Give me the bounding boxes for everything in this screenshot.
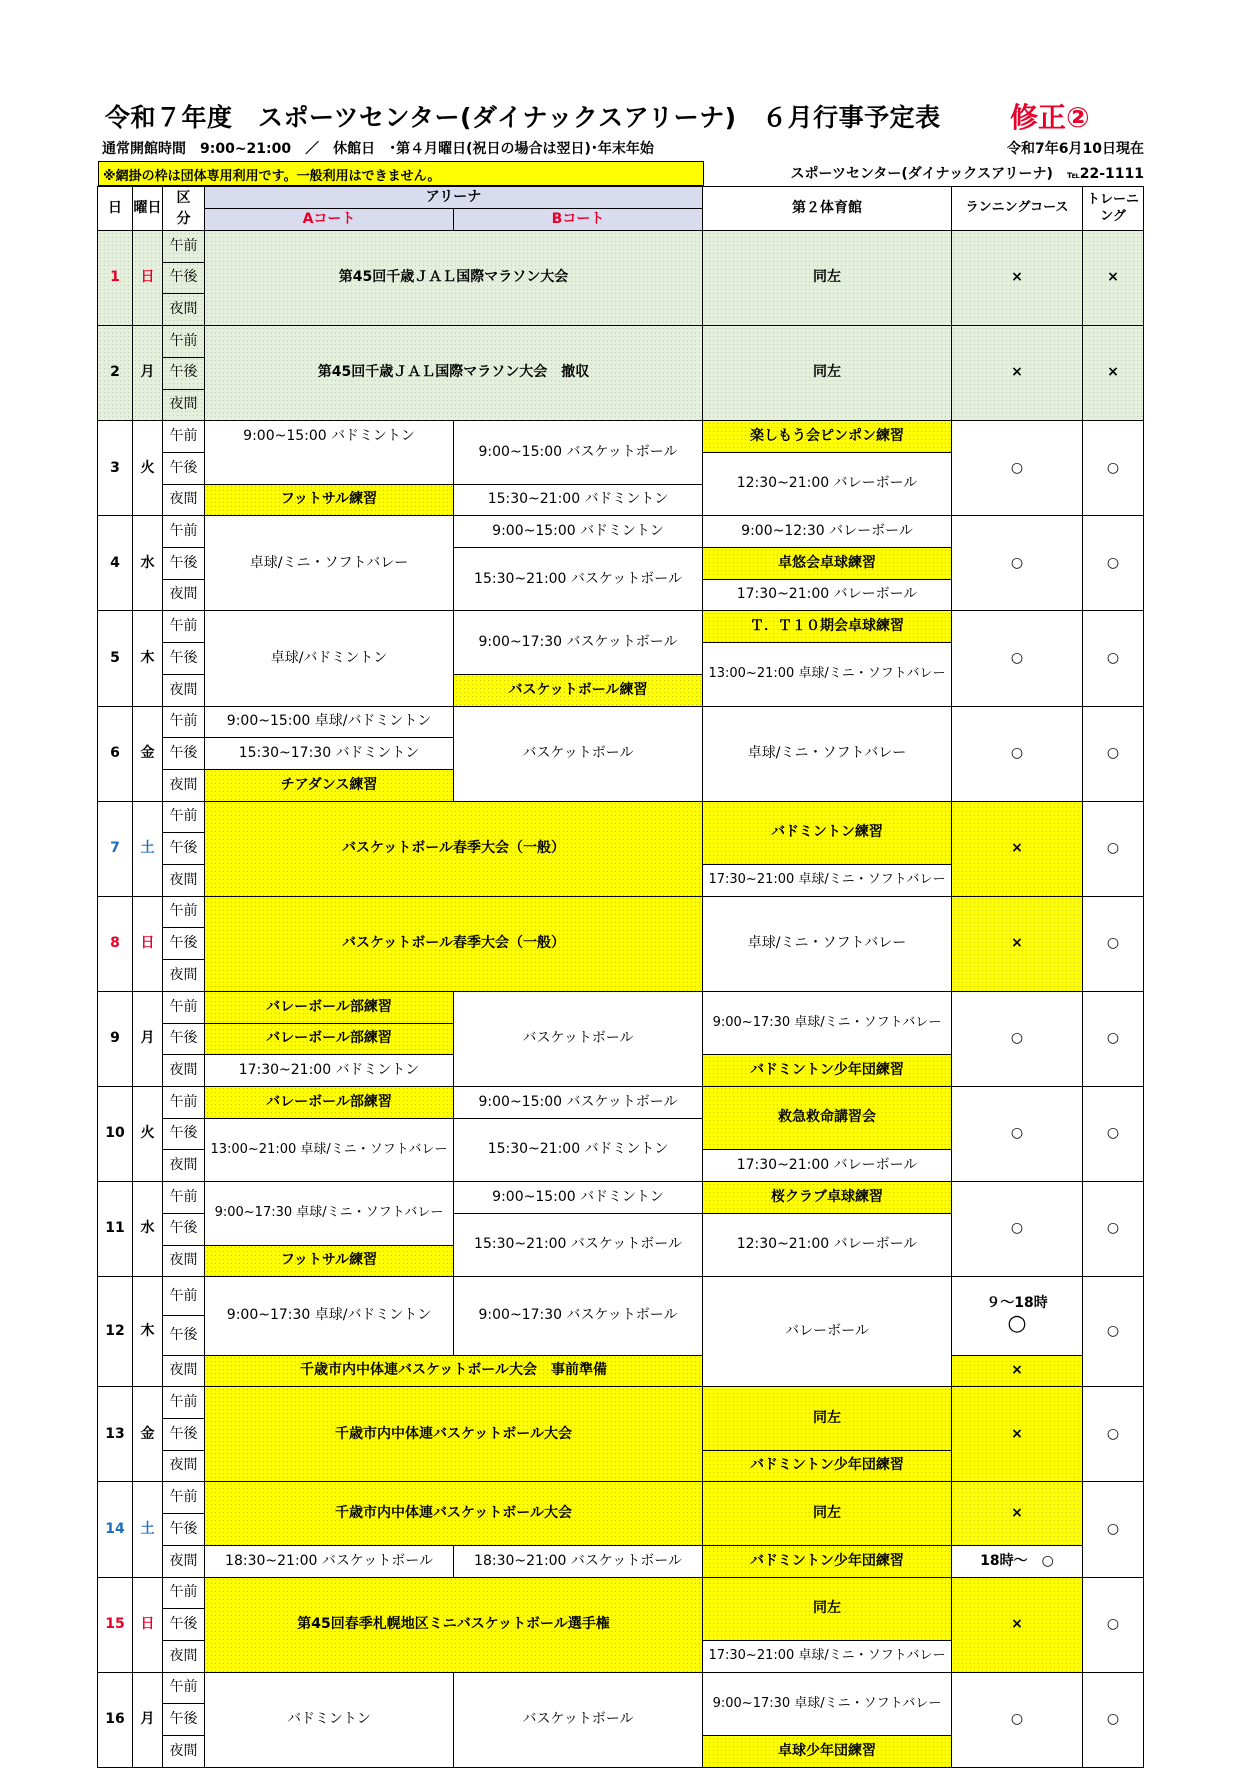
period-pm: 午後 — [163, 1213, 205, 1245]
running-mark-16: ○ — [952, 1672, 1083, 1767]
arena-event-14: 千歳市内中体連バスケットボール大会 — [205, 1482, 703, 1545]
day-6: 6 — [98, 706, 133, 801]
period-night: 夜間 — [163, 1736, 205, 1768]
training-mark-13: ○ — [1083, 1387, 1144, 1482]
running-mark-13: × — [952, 1387, 1083, 1482]
gym2-slot-13a: 同左 — [703, 1387, 952, 1450]
day-12: 12 — [98, 1277, 133, 1387]
period-am: 午前 — [163, 326, 205, 358]
gym2-slot-5a: Ｔ．Ｔ１０期会卓球練習 — [703, 611, 952, 643]
court-b-slot-12: 9:00~17:30 バスケットボール — [454, 1277, 703, 1355]
day-2: 2 — [98, 326, 133, 421]
revision-label: 修正② — [1010, 101, 1090, 134]
weekday-9: 月 — [133, 991, 163, 1086]
gym2-slot-6: 卓球/ミニ・ソフトバレー — [703, 706, 952, 801]
court-a-slot-9b: バレーボール部練習 — [205, 1023, 454, 1055]
court-b-slot-16: バスケットボール — [454, 1672, 703, 1767]
col-gym2: 第２体育館 — [703, 187, 952, 231]
gym2-slot-4a: 9:00~12:30 バレーボール — [703, 516, 952, 548]
day-8: 8 — [98, 896, 133, 991]
contact-info — [791, 163, 1145, 183]
gym2-event-1: 同左 — [703, 231, 952, 326]
running-mark-1: × — [952, 231, 1083, 326]
weekday-1: 日 — [133, 231, 163, 326]
court-a-slot-6c: チアダンス練習 — [205, 769, 454, 801]
weekday-5: 木 — [133, 611, 163, 706]
period-night: 夜間 — [163, 960, 205, 992]
weekday-8: 日 — [133, 896, 163, 991]
court-a-slot-3c: フットサル練習 — [205, 484, 454, 516]
day-15: 15 — [98, 1577, 133, 1672]
period-am: 午前 — [163, 516, 205, 548]
court-a-slot-3: 9:00~15:00 バドミントン — [205, 421, 454, 484]
day-13: 13 — [98, 1387, 133, 1482]
arena-event-2: 第45回千歳ＪＡＬ国際マラソン大会 撤収 — [205, 326, 703, 421]
training-mark-8: ○ — [1083, 896, 1144, 991]
period-pm: 午後 — [163, 357, 205, 389]
court-b-slot-11b: 15:30~21:00 バスケットボール — [454, 1213, 703, 1276]
court-b-slot-10a: 9:00~15:00 バスケットボール — [454, 1086, 703, 1118]
running-mark-12b: × — [952, 1355, 1083, 1387]
gym2-slot-14b: バドミントン少年団練習 — [703, 1545, 952, 1577]
period-pm: 午後 — [163, 548, 205, 580]
running-mark-10: ○ — [952, 1086, 1083, 1181]
running-mark-11: ○ — [952, 1182, 1083, 1277]
period-am: 午前 — [163, 1086, 205, 1118]
period-am: 午前 — [163, 421, 205, 453]
weekday-14: 土 — [133, 1482, 163, 1577]
court-b-slot-6: バスケットボール — [454, 706, 703, 801]
gym2-slot-4b: 卓悠会卓球練習 — [703, 548, 952, 580]
period-am: 午前 — [163, 1277, 205, 1316]
training-mark-9: ○ — [1083, 991, 1144, 1086]
court-b-slot-9: バスケットボール — [454, 991, 703, 1086]
day-3: 3 — [98, 421, 133, 516]
col-training: トレーニング — [1083, 187, 1144, 231]
day-14: 14 — [98, 1482, 133, 1577]
gym2-slot-15b: 17:30~21:00 卓球/ミニ・ソフトバレー — [703, 1641, 952, 1673]
period-night: 夜間 — [163, 1355, 205, 1387]
day-9: 9 — [98, 991, 133, 1086]
period-pm: 午後 — [163, 1609, 205, 1641]
period-night: 夜間 — [163, 865, 205, 897]
running-mark-3: ○ — [952, 421, 1083, 516]
day-4: 4 — [98, 516, 133, 611]
running-mark-7: × — [952, 801, 1083, 896]
gym2-slot-15a: 同左 — [703, 1577, 952, 1640]
running-mark-6: ○ — [952, 706, 1083, 801]
weekday-2: 月 — [133, 326, 163, 421]
court-a-slot-9c: 17:30~21:00 バドミントン — [205, 1055, 454, 1087]
period-am: 午前 — [163, 1577, 205, 1609]
court-b-slot-14c: 18:30~21:00 バスケットボール — [454, 1545, 703, 1577]
training-mark-5: ○ — [1083, 611, 1144, 706]
running-mark-9: ○ — [952, 991, 1083, 1086]
court-a-slot-5: 卓球/バドミントン — [205, 611, 454, 706]
court-b-slot-10b: 15:30~21:00 バドミントン — [454, 1118, 703, 1181]
day-5: 5 — [98, 611, 133, 706]
page-title: 令和７年度 スポーツセンター(ダイナックスアリーナ) ６月行事予定表 — [105, 103, 941, 132]
court-a-slot-9a: バレーボール部練習 — [205, 991, 454, 1023]
gym2-slot-3a: 楽しもう会ピンポン練習 — [703, 421, 952, 453]
weekday-11: 水 — [133, 1182, 163, 1277]
arena-event-8: バスケットボール春季大会（一般） — [205, 896, 703, 991]
period-night: 夜間 — [163, 1150, 205, 1182]
period-night: 夜間 — [163, 484, 205, 516]
period-night: 夜間 — [163, 1641, 205, 1673]
training-mark-16: ○ — [1083, 1672, 1144, 1767]
training-mark-14: ○ — [1083, 1482, 1144, 1577]
court-b-slot-5a: 9:00~17:30 バスケットボール — [454, 611, 703, 674]
col-running: ランニングコース — [952, 187, 1083, 231]
training-mark-4: ○ — [1083, 516, 1144, 611]
gym2-event-2: 同左 — [703, 326, 952, 421]
period-am: 午前 — [163, 1482, 205, 1514]
weekday-13: 金 — [133, 1387, 163, 1482]
col-weekday: 曜日 — [133, 187, 163, 231]
day-11: 11 — [98, 1182, 133, 1277]
running-mark-12: ○ — [1007, 1310, 1027, 1336]
gym2-slot-4c: 17:30~21:00 バレーボール — [703, 579, 952, 611]
col-arena: アリーナ — [205, 187, 703, 209]
day-10: 10 — [98, 1086, 133, 1181]
court-b-slot-3a: 9:00~15:00 バスケットボール — [454, 421, 703, 484]
arena-night-12: 千歳市内中体連バスケットボール大会 事前準備 — [205, 1355, 703, 1387]
tel-label: ℡ — [1066, 170, 1080, 181]
as-of-date: 令和7年6月10日現在 — [1007, 141, 1144, 157]
contact-name: スポーツセンター(ダイナックスアリーナ) — [790, 166, 1053, 182]
period-am: 午前 — [163, 1672, 205, 1704]
day-7: 7 — [98, 801, 133, 896]
period-am: 午前 — [163, 231, 205, 263]
training-mark-15: ○ — [1083, 1577, 1144, 1672]
court-a-slot-6a: 9:00~15:00 卓球/バドミントン — [205, 706, 454, 738]
court-b-slot-4b: 15:30~21:00 バスケットボール — [454, 548, 703, 611]
period-am: 午前 — [163, 801, 205, 833]
gym2-slot-10a: 救急救命講習会 — [703, 1086, 952, 1149]
training-mark-10: ○ — [1083, 1086, 1144, 1181]
weekday-4: 水 — [133, 516, 163, 611]
running-mark-15: × — [952, 1577, 1083, 1672]
court-a-slot-11b: フットサル練習 — [205, 1245, 454, 1277]
court-b-slot-11a: 9:00~15:00 バドミントン — [454, 1182, 703, 1214]
gym2-slot-16b: 卓球少年団練習 — [703, 1736, 952, 1768]
period-am: 午前 — [163, 896, 205, 928]
running-slot-12a — [952, 1277, 1083, 1355]
gym2-slot-9a: 9:00~17:30 卓球/ミニ・ソフトバレー — [703, 991, 952, 1054]
col-court-b: Bコート — [454, 209, 703, 231]
gym2-slot-8: 卓球/ミニ・ソフトバレー — [703, 896, 952, 991]
training-mark-11: ○ — [1083, 1182, 1144, 1277]
period-night: 夜間 — [163, 674, 205, 706]
period-pm: 午後 — [163, 1316, 205, 1355]
period-night: 夜間 — [163, 579, 205, 611]
running-time-12: ９～18時 — [986, 1295, 1048, 1312]
arena-event-13: 千歳市内中体連バスケットボール大会 — [205, 1387, 703, 1482]
period-night: 夜間 — [163, 1055, 205, 1087]
day-16: 16 — [98, 1672, 133, 1767]
gym2-slot-3b: 12:30~21:00 バレーボール — [703, 452, 952, 515]
gym2-slot-14a: 同左 — [703, 1482, 952, 1545]
arena-event-15: 第45回春季札幌地区ミニバスケットボール選手権 — [205, 1577, 703, 1672]
court-a-slot-10a: バレーボール部練習 — [205, 1086, 454, 1118]
period-pm: 午後 — [163, 1419, 205, 1451]
weekday-6: 金 — [133, 706, 163, 801]
gym2-slot-7a: バドミントン練習 — [703, 801, 952, 864]
training-mark-3: ○ — [1083, 421, 1144, 516]
gym2-slot-5b: 13:00~21:00 卓球/ミニ・ソフトバレー — [703, 643, 952, 706]
period-night: 夜間 — [163, 1245, 205, 1277]
court-b-slot-4a: 9:00~15:00 バドミントン — [454, 516, 703, 548]
day-1: 1 — [98, 231, 133, 326]
gym2-slot-12: バレーボール — [703, 1277, 952, 1387]
period-pm: 午後 — [163, 1514, 205, 1546]
arena-event-1: 第45回千歳ＪＡＬ国際マラソン大会 — [205, 231, 703, 326]
gym2-slot-11a: 桜クラブ卓球練習 — [703, 1182, 952, 1214]
period-pm: 午後 — [163, 1118, 205, 1150]
running-mark-4: ○ — [952, 516, 1083, 611]
period-night: 夜間 — [163, 1450, 205, 1482]
period-pm: 午後 — [163, 1023, 205, 1055]
weekday-7: 土 — [133, 801, 163, 896]
gym2-slot-16a: 9:00~17:30 卓球/ミニ・ソフトバレー — [703, 1672, 952, 1735]
court-b-slot-3b: 15:30~21:00 バドミントン — [454, 484, 703, 516]
period-am: 午前 — [163, 611, 205, 643]
gym2-slot-11b: 12:30~21:00 バレーボール — [703, 1213, 952, 1276]
period-pm: 午後 — [163, 833, 205, 865]
court-a-slot-14c: 18:30~21:00 バスケットボール — [205, 1545, 454, 1577]
gym2-slot-13b: バドミントン少年団練習 — [703, 1450, 952, 1482]
opening-hours: 通常開館時間 9:00~21:00 ／ 休館日 ･第４月曜日(祝日の場合は翌日)･年末年始 — [102, 141, 654, 157]
col-day: 日 — [98, 187, 133, 231]
shading-note: ※網掛の枠は団体専用利用です。一般利用はできません。 — [98, 161, 704, 186]
arena-event-7: バスケットボール春季大会（一般） — [205, 801, 703, 896]
weekday-15: 日 — [133, 1577, 163, 1672]
period-pm: 午後 — [163, 1704, 205, 1736]
running-mark-14: × — [952, 1482, 1083, 1545]
period-night: 夜間 — [163, 294, 205, 326]
court-a-slot-12: 9:00~17:30 卓球/バドミントン — [205, 1277, 454, 1355]
period-pm: 午後 — [163, 262, 205, 294]
running-mark-8: × — [952, 896, 1083, 991]
weekday-10: 火 — [133, 1086, 163, 1181]
period-night: 夜間 — [163, 389, 205, 421]
schedule-table — [97, 186, 1143, 1768]
weekday-12: 木 — [133, 1277, 163, 1387]
court-a-slot-10b: 13:00~21:00 卓球/ミニ・ソフトバレー — [205, 1118, 454, 1181]
running-night-14: 18時～ ○ — [952, 1545, 1083, 1577]
gym2-slot-9b: バドミントン少年団練習 — [703, 1055, 952, 1087]
period-am: 午前 — [163, 991, 205, 1023]
period-pm: 午後 — [163, 643, 205, 675]
period-pm: 午後 — [163, 928, 205, 960]
weekday-3: 火 — [133, 421, 163, 516]
training-mark-7: ○ — [1083, 801, 1144, 896]
court-a-slot-11a: 9:00~17:30 卓球/ミニ・ソフトバレー — [205, 1182, 454, 1245]
training-mark-1: × — [1083, 231, 1144, 326]
court-a-slot-4: 卓球/ミニ・ソフトバレー — [205, 516, 454, 611]
period-night: 夜間 — [163, 769, 205, 801]
weekday-16: 月 — [133, 1672, 163, 1767]
court-b-slot-5b: バスケットボール練習 — [454, 674, 703, 706]
training-mark-6: ○ — [1083, 706, 1144, 801]
gym2-slot-7b: 17:30~21:00 卓球/ミニ・ソフトバレー — [703, 865, 952, 897]
period-night: 夜間 — [163, 1545, 205, 1577]
col-court-a: Aコート — [205, 209, 454, 231]
training-mark-2: × — [1083, 326, 1144, 421]
court-a-slot-16: バドミントン — [205, 1672, 454, 1767]
gym2-slot-10b: 17:30~21:00 バレーボール — [703, 1150, 952, 1182]
tel-number: 22-1111 — [1079, 166, 1144, 182]
training-mark-12: ○ — [1083, 1277, 1144, 1387]
court-a-slot-6b: 15:30~17:30 バドミントン — [205, 738, 454, 770]
running-mark-2: × — [952, 326, 1083, 421]
period-am: 午前 — [163, 1387, 205, 1419]
col-period: 区分 — [163, 187, 205, 231]
period-am: 午前 — [163, 1182, 205, 1214]
running-mark-5: ○ — [952, 611, 1083, 706]
period-pm: 午後 — [163, 738, 205, 770]
period-am: 午前 — [163, 706, 205, 738]
period-pm: 午後 — [163, 452, 205, 484]
